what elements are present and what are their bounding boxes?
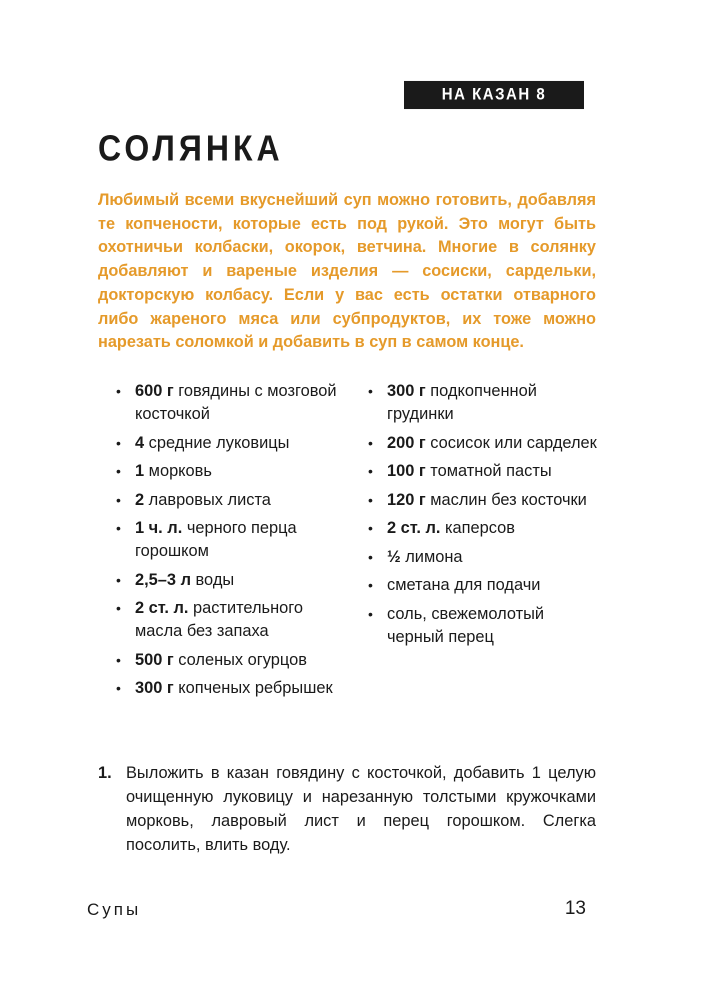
ingredient-quantity: 120 г	[387, 490, 426, 509]
ingredient-quantity: 300 г	[135, 679, 174, 697]
ingredient-quantity: 1	[135, 462, 145, 480]
ingredient-item	[368, 460, 598, 483]
ingredient-quantity: 2 ст. л.	[135, 599, 189, 617]
step-text: Выложить в казан говядину с косточкой, добавить 1 целую очищенную луковицу и нарезанную толстыми кружочками морковь, лавровый лист и перец горошком. Слегка посолить, влить воду.	[126, 764, 596, 854]
ingredient-name: черного перца горошком	[135, 519, 297, 560]
bullet-icon: •	[116, 520, 121, 536]
bullet-icon: •	[368, 605, 373, 622]
ingredient-name: томатной пасты	[425, 462, 552, 480]
ingredient-quantity: 100 г	[387, 462, 426, 480]
bullet-icon: •	[368, 383, 373, 399]
ingredient-quantity: 4	[135, 433, 145, 452]
ingredient-item	[368, 517, 598, 540]
bullet-icon: •	[116, 571, 121, 588]
ingredient-name: копченых ребрышек	[173, 679, 333, 697]
ingredient-quantity: ½	[387, 547, 401, 566]
ingredient-item	[116, 432, 344, 455]
ingredient-name: растительного масла без запаха	[135, 599, 303, 640]
bullet-icon: •	[116, 383, 121, 399]
bullet-icon: •	[368, 548, 373, 565]
ingredient-name: каперсов	[440, 519, 515, 537]
ingredients-list-left	[116, 380, 344, 706]
ingredient-name: подкопченной грудинки	[387, 382, 537, 423]
ingredient-quantity: 1 ч. л.	[135, 519, 183, 537]
ingredient-item	[368, 432, 598, 455]
ingredient-quantity: 200 г	[387, 433, 426, 452]
ingredient-item	[116, 517, 344, 563]
ingredient-name: морковь	[144, 462, 212, 480]
bullet-icon: •	[368, 520, 373, 536]
ingredient-quantity: 500 г	[135, 650, 174, 669]
bullet-icon: •	[116, 680, 121, 696]
ingredient-item	[116, 677, 344, 700]
section-name: Супы	[87, 900, 142, 919]
ingredient-item	[116, 489, 344, 512]
ingredient-name: сметана для подачи	[387, 576, 541, 594]
ingredient-name: средние луковицы	[144, 433, 290, 452]
ingredient-item	[116, 460, 344, 483]
recipe-step	[98, 761, 596, 857]
ingredient-item	[116, 380, 344, 426]
bullet-icon: •	[368, 434, 373, 451]
ingredient-item	[368, 489, 598, 512]
ingredient-item	[368, 546, 598, 569]
recipe-intro: Любимый всеми вкуснейший суп можно готовить, добавляя те копчености, которые есть под рукой. Это могут быть охотничьи колбаски, окорок, ветчина. Многие в солянку добавляют и вареные изделия — сосиски, сардельки, докторскую колбасу. Если у вас есть остатки отварного либо жареного мяса или субпродуктов, их тоже можно нарезать соломкой и добавить в суп в самом конце.	[98, 191, 596, 352]
ingredient-item	[368, 603, 598, 649]
ingredient-quantity: 600 г	[135, 382, 174, 400]
bullet-icon: •	[116, 491, 121, 508]
ingredient-item	[368, 574, 598, 597]
ingredient-quantity: 2 ст. л.	[387, 519, 441, 537]
ingredient-item	[116, 597, 344, 643]
ingredient-quantity: 2	[135, 490, 145, 509]
serving-badge: НА КАЗАН 8 ЛИТРОВ	[404, 81, 584, 109]
recipe-title: СОЛЯНКА	[98, 128, 284, 169]
ingredient-quantity: 300 г	[387, 382, 426, 400]
ingredient-quantity: 2,5–3 л	[135, 570, 191, 589]
bullet-icon: •	[116, 651, 121, 668]
bullet-icon: •	[116, 434, 121, 451]
ingredient-name: воды	[190, 570, 235, 589]
ingredient-name: говядины с мозговой косточкой	[135, 382, 337, 423]
ingredient-item	[116, 649, 344, 672]
bullet-icon: •	[368, 491, 373, 508]
ingredient-name: соленых огурцов	[173, 650, 307, 669]
page-number: 13	[564, 898, 586, 919]
ingredient-name: лавровых листа	[144, 490, 271, 509]
ingredient-item	[368, 380, 598, 426]
ingredients-list-right	[368, 380, 598, 654]
step-number: 1.	[98, 764, 112, 782]
ingredient-name: маслин без косточки	[425, 490, 587, 509]
ingredient-name: соль, свежемолотый черный перец	[387, 604, 545, 646]
bullet-icon: •	[368, 577, 373, 593]
bullet-icon: •	[116, 463, 121, 479]
ingredient-item	[116, 569, 344, 592]
ingredient-name: лимона	[400, 547, 463, 566]
bullet-icon: •	[368, 463, 373, 479]
ingredient-name: сосисок или сарделек	[425, 433, 597, 452]
bullet-icon: •	[116, 600, 121, 616]
